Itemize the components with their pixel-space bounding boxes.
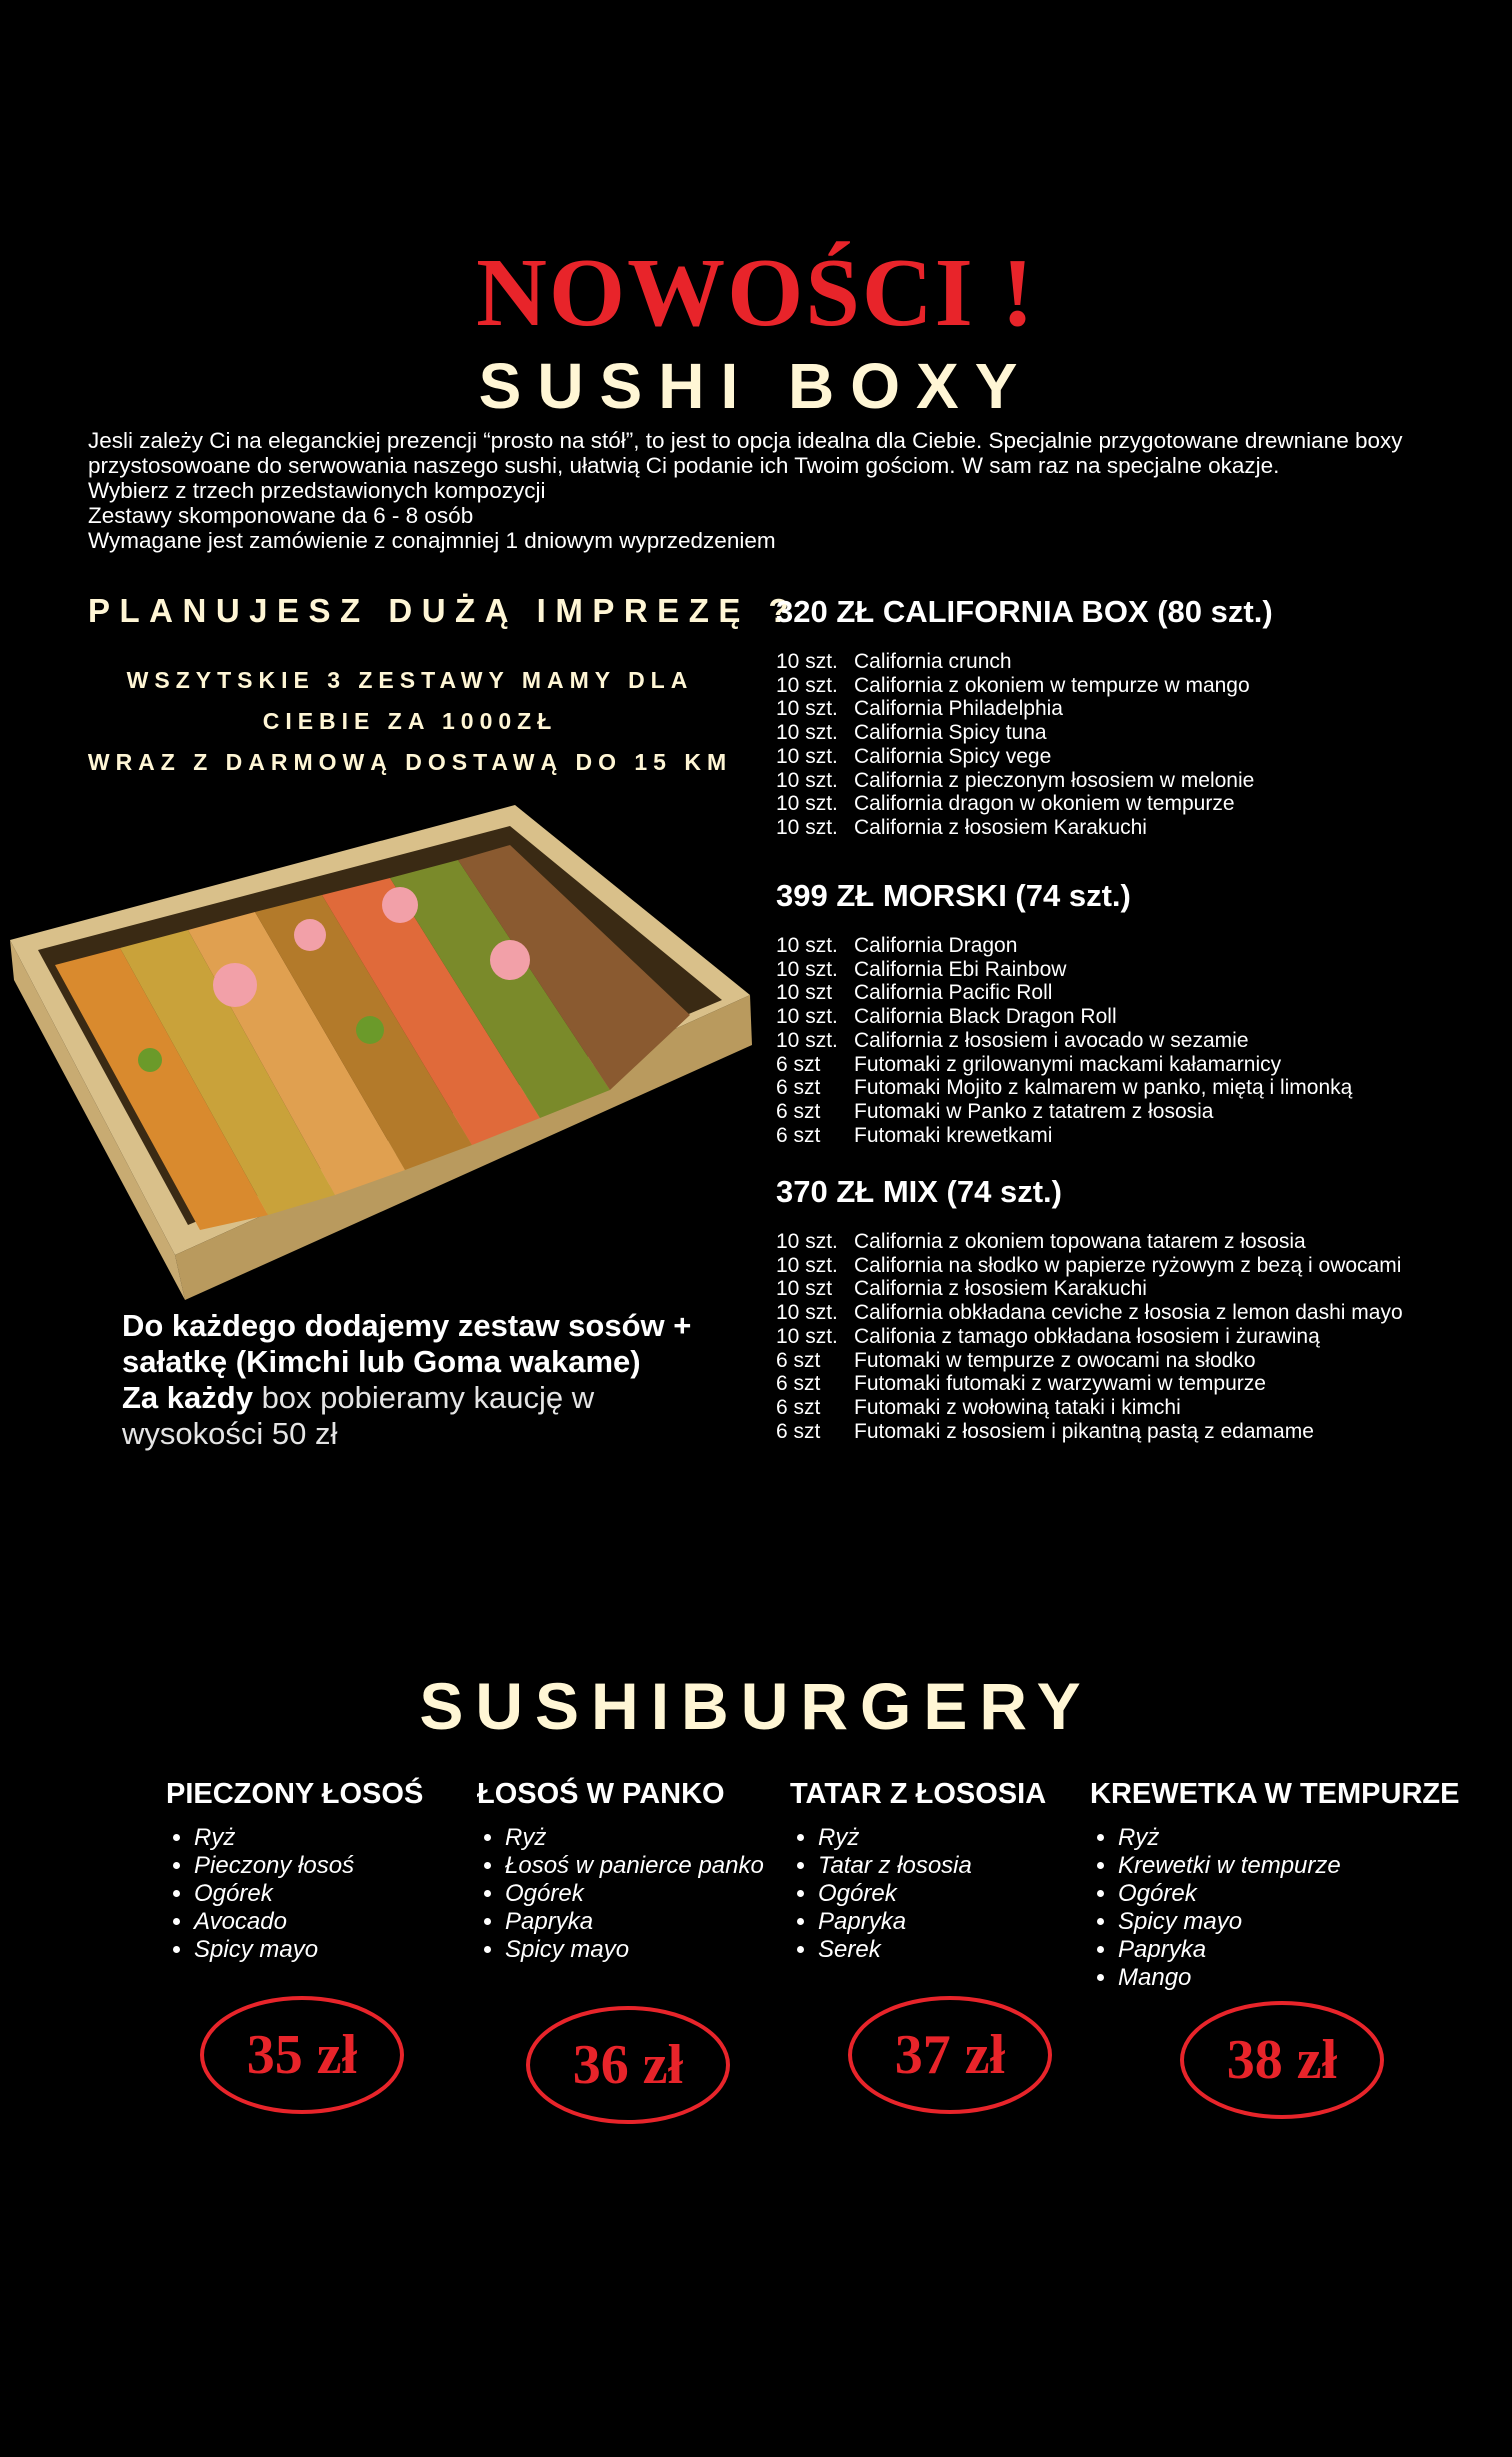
item-qty: 10 szt. (776, 673, 838, 697)
promo-line: WRAZ Z DARMOWĄ DOSTAWĄ DO 15 KM (87, 749, 733, 775)
item-name: California Philadelphia (854, 697, 1063, 721)
list-item (776, 769, 1496, 793)
list-item (776, 816, 1496, 840)
item-name: California dragon w okoniem w tempurze (854, 792, 1235, 816)
list-item (776, 1349, 1496, 1373)
ingredient: • Papryka (818, 1908, 1046, 1936)
burger-pieczony-losos (166, 1776, 423, 1964)
section-title-sushi-boxy: SUSHI BOXY (478, 350, 1034, 422)
intro-line: Zestawy skomponowane da 6 - 8 osób (88, 503, 474, 528)
ingredient: • Tatar z łososia (818, 1852, 1046, 1880)
item-name: California Ebi Rainbow (854, 957, 1067, 981)
ingredient: • Spicy mayo (1118, 1908, 1459, 1936)
item-name: California Dragon (854, 934, 1018, 957)
sushi-box-photo (10, 800, 755, 1300)
burger-name: KREWETKA W TEMPURZE (1090, 1778, 1460, 1810)
item-name: California na słodko w papierze ryżowym z bezą i owocami (854, 1253, 1402, 1277)
ingredient: • Spicy mayo (505, 1936, 764, 1964)
item-qty: 6 szt (776, 1395, 821, 1419)
list-item (776, 1325, 1496, 1349)
burger-name: TATAR Z ŁOSOSIA (790, 1778, 1047, 1810)
intro-line: Jesli zależy Ci na eleganckiej prezencji “prosto na stół”, to jest to opcja idealna dla Ciebie. Specjalnie przygotowane drewniane boxy (88, 428, 1403, 453)
ingredient: • Ryż (505, 1824, 764, 1852)
item-name: Futomaki w Panko z tatatrem z łososia (854, 1099, 1214, 1123)
note-bold: Do każdego dodajemy zestaw sosów + sałatkę (Kimchi lub Goma wakame) (122, 1308, 692, 1379)
item-name: California z pieczonym łososiem w melonie (854, 768, 1255, 792)
item-name: California Spicy vege (854, 744, 1052, 768)
list-item (776, 674, 1496, 698)
ingredient: • Ryż (818, 1824, 1046, 1852)
headline-nowosci: NOWOŚCI ! (476, 239, 1036, 347)
list-item (776, 1372, 1496, 1396)
list-item (776, 1301, 1496, 1325)
box-california (776, 592, 1496, 840)
item-qty: 6 szt (776, 1099, 821, 1123)
item-qty: 10 szt. (776, 1324, 838, 1348)
ingredient: • Papryka (1118, 1936, 1459, 1964)
price-value: 37 zł (894, 2024, 1006, 2086)
list-item (776, 1230, 1496, 1254)
item-name: California z okoniem w tempurze w mango (854, 673, 1250, 697)
price-badge (192, 1990, 412, 2120)
ingredient: • Serek (818, 1936, 1046, 1964)
box-item-list (776, 934, 1496, 1147)
item-name: Futomaki Mojito z kalmarem w panko, miętą i limonką (854, 1076, 1353, 1100)
box-morski (776, 876, 1496, 1147)
item-qty: 10 szt. (776, 697, 838, 721)
box-title: 370 ZŁ MIX (74 szt.) (776, 1174, 1062, 1209)
list-item (776, 721, 1496, 745)
ingredient-list (166, 1824, 423, 1964)
box-mix (776, 1172, 1496, 1443)
item-qty: 6 szt (776, 1372, 821, 1396)
item-qty: 10 szt. (776, 934, 838, 957)
item-qty: 10 szt. (776, 650, 838, 673)
list-item (776, 1277, 1496, 1301)
item-qty: 10 szt (776, 981, 833, 1005)
ingredient: • Avocado (194, 1908, 423, 1936)
box-item-list (776, 650, 1496, 840)
item-name: California z łososiem Karakuchi (854, 1277, 1147, 1301)
item-name: Futomaki z łososiem i pikantną pastą z edamame (854, 1419, 1314, 1443)
price-badge (840, 1990, 1060, 2120)
item-qty: 6 szt (776, 1052, 821, 1076)
item-qty: 10 szt (776, 1277, 833, 1301)
item-name: Futomaki z grilowanymi mackami kałamarnicy (854, 1052, 1282, 1076)
item-qty: 10 szt. (776, 1253, 838, 1277)
item-qty: 10 szt. (776, 1301, 838, 1325)
ingredient-list (790, 1824, 1046, 1964)
item-qty: 10 szt. (776, 815, 838, 839)
item-name: Califonia z tamago obkładana łososiem i żurawiną (854, 1324, 1320, 1348)
list-item (776, 934, 1496, 958)
ingredient: • Ogórek (194, 1880, 423, 1908)
ingredient: • Mango (1118, 1964, 1459, 1992)
item-qty: 6 szt (776, 1419, 821, 1443)
note-rest: box pobieramy kaucję w wysokości 50 zł (122, 1380, 595, 1451)
intro-line: Wymagane jest zamówienie z conajmniej 1 dniowym wyprzedzeniem (88, 528, 776, 553)
list-item (776, 745, 1496, 769)
promo-line: WSZYTSKIE 3 ZESTAWY MAMY DLA (126, 667, 694, 693)
item-name: California obkładana ceviche z łososia z lemon dashi mayo (854, 1301, 1403, 1325)
item-qty: 10 szt. (776, 768, 838, 792)
ingredient-list (1090, 1824, 1459, 1992)
price-badge (518, 2000, 738, 2130)
list-item (776, 1053, 1496, 1077)
box-item-list (776, 1230, 1496, 1443)
list-item (776, 1124, 1496, 1148)
price-value: 36 zł (572, 2034, 684, 2096)
intro-text (88, 428, 1448, 553)
list-item (776, 981, 1496, 1005)
item-qty: 10 szt. (776, 721, 838, 745)
item-qty: 10 szt. (776, 957, 838, 981)
item-qty: 10 szt. (776, 1005, 838, 1029)
burger-name: ŁOSOŚ W PANKO (477, 1778, 725, 1810)
ingredient-list (477, 1824, 764, 1964)
promo-heading: PLANUJESZ DUŻĄ IMPREZĘ ? (88, 592, 799, 629)
item-qty: 10 szt. (776, 1028, 838, 1052)
promo-offer (70, 660, 750, 783)
list-item (776, 1029, 1496, 1053)
list-item (776, 958, 1496, 982)
item-name: Futomaki z wołowiną tataki i kimchi (854, 1395, 1181, 1419)
list-item (776, 697, 1496, 721)
list-item (776, 650, 1496, 674)
item-qty: 10 szt. (776, 1230, 838, 1253)
item-name: Futomaki krewetkami (854, 1123, 1053, 1147)
note-bold-2: Za każdy (122, 1380, 253, 1415)
ingredient: • Pieczony łosoś (194, 1852, 423, 1880)
sauce-deposit-note (122, 1308, 742, 1452)
item-name: California z łososiem Karakuchi (854, 815, 1147, 839)
item-name: California Black Dragon Roll (854, 1005, 1117, 1029)
ingredient: • Spicy mayo (194, 1936, 423, 1964)
ingredient: • Krewetki w tempurze (1118, 1852, 1459, 1880)
list-item (776, 1005, 1496, 1029)
item-name: California Pacific Roll (854, 981, 1053, 1005)
item-qty: 6 szt (776, 1348, 821, 1372)
list-item (776, 792, 1496, 816)
burger-losos-w-panko (477, 1776, 764, 1964)
ingredient: • Ogórek (1118, 1880, 1459, 1908)
promo-line: CIEBIE ZA 1000ZŁ (262, 708, 558, 734)
price-badge (1172, 1995, 1392, 2125)
list-item (776, 1420, 1496, 1444)
box-title: 399 ZŁ MORSKI (74 szt.) (776, 878, 1131, 913)
item-name: California crunch (854, 650, 1012, 673)
list-item (776, 1076, 1496, 1100)
ingredient: • Ogórek (505, 1880, 764, 1908)
list-item (776, 1254, 1496, 1278)
item-name: California Spicy tuna (854, 721, 1047, 745)
price-value: 35 zł (246, 2024, 358, 2086)
ingredient: • Ryż (1118, 1824, 1459, 1852)
ingredient: • Ogórek (818, 1880, 1046, 1908)
list-item (776, 1100, 1496, 1124)
item-name: California z okoniem topowana tatarem z łososia (854, 1230, 1306, 1253)
item-qty: 10 szt. (776, 744, 838, 768)
price-value: 38 zł (1226, 2029, 1338, 2091)
burger-krewetka-w-tempurze (1090, 1776, 1459, 1992)
box-title: 320 ZŁ CALIFORNIA BOX (80 szt.) (776, 594, 1273, 629)
item-name: Futomaki w tempurze z owocami na słodko (854, 1348, 1256, 1372)
item-qty: 10 szt. (776, 792, 838, 816)
intro-line: przystosowoane do serwowania naszego sushi, ułatwią Ci podanie ich Twoim gościom. W sam raz na specjalne okazje. (88, 453, 1280, 478)
list-item (776, 1396, 1496, 1420)
intro-line: Wybierz z trzech przedstawionych kompozycji (88, 478, 546, 503)
section-title-sushiburgery: SUSHIBURGERY (419, 1669, 1093, 1743)
burger-name: PIECZONY ŁOSOŚ (166, 1778, 424, 1810)
ingredient: • Papryka (505, 1908, 764, 1936)
item-name: California z łososiem i avocado w sezamie (854, 1028, 1249, 1052)
item-qty: 6 szt (776, 1076, 821, 1100)
ingredient: • Ryż (194, 1824, 423, 1852)
burger-tatar-z-lososia (790, 1776, 1046, 1964)
ingredient: • Łosoś w panierce panko (505, 1852, 764, 1880)
item-name: Futomaki futomaki z warzywami w tempurze (854, 1372, 1266, 1396)
item-qty: 6 szt (776, 1123, 821, 1147)
